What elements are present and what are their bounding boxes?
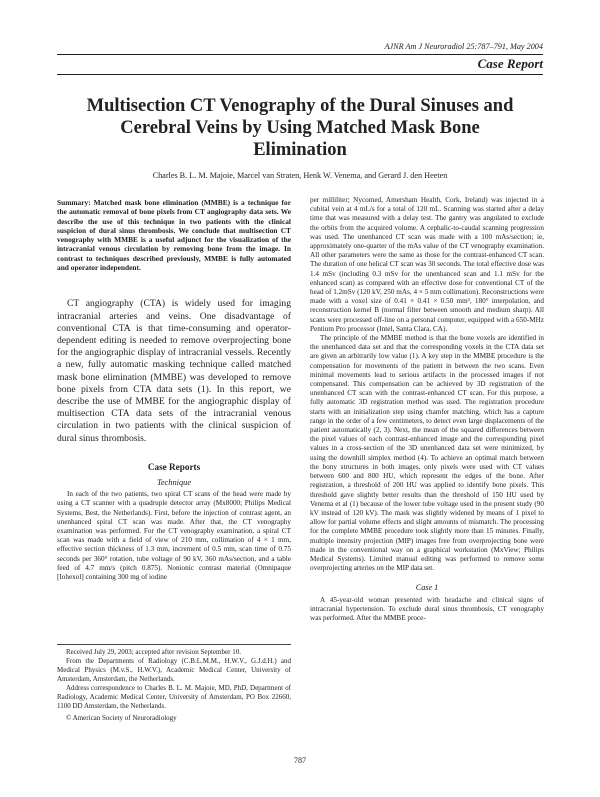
technique-continued-paragraph: per milliliter; Nycomed, Amersham Health, Cork, Ireland) was injected in a cubital vein at 4 mL/s for a total of 120 mL. Scanning was started after a delay time that was measured with a delay test. The gantry was angulated to exclude the orbits from the acquired volume. A cephalic-to-caudal scanning progression was used. The unenhanced CT scan was made with a 100 mAs/section; ie, approximately one-quarter of the mAs value of the CT venography examination. All other parameters were the same as those for the contrast-enhanced CT scan. The duration of one helical CT scan was 30 seconds. The total effective dose was 1.4 mSv (including 0.3 mSv for the unenhanced scan and 1.1 mSv for the enhanced scan) as compared with an effective dose for conventional CT of the head of 1.2mSv (120 kV, 250 mAs, 4 × 5 mm collimation). Reconstructions were made with a voxel size of 0.41 × 0.41 × 0.50 mm³, 180° interpolation, and reconstruction kernel B (normal filter between smooth and medium sharp). All scans were processed off-line on a personal computer, equipped with a 650-MHz Pentium Pro processor (Intel, Santa Clara, CA). bbox=[310, 196, 544, 333]
technique-heading: Technique bbox=[156, 478, 192, 488]
left-column bbox=[57, 198, 291, 582]
journal-reference: AJNR Am J Neuroradiol 25:787–791, May 2004 bbox=[384, 42, 543, 51]
case-reports-heading: Case Reports bbox=[147, 461, 201, 472]
footnote-received: Received July 29, 2003; accepted after revision September 10. bbox=[66, 648, 241, 656]
article-title: Multisection CT Venography of the Dural Sinuses and Cerebral Veins by Using Matched Mask Bone Elimination bbox=[86, 96, 514, 160]
intro-paragraph: CT angiography (CTA) is widely used for imaging intracranial arteries and veins. One disadvantage of conventional CTA is that time-consuming and operator-dependent editing is needed to remove overprojecting bone for the angiographic display of intracranial vessels. Recently a new, fully automatic masking technique called matched mask bone elimination (MMBE) was developed to remove bone pixels from CTA data sets (1). In this report, we describe the use of MMBE for the angiographic display of multisection CTA data sets of the intracranial venous circulation in two patients with the clinical suspicion of dural sinus thrombosis. bbox=[57, 298, 291, 444]
header-rule bbox=[57, 54, 543, 55]
footnote-copyright: © American Society of Neuroradiology bbox=[66, 714, 177, 722]
case-1-heading: Case 1 bbox=[415, 583, 439, 593]
technique-paragraph: In each of the two patients, two spiral CT scans of the head were made by using a CT scanner with a quadruple detector array (Mx8000; Philips Medical Systems, Best, the Netherlands). First, before the injection of contrast agent, an unenhanced spiral CT scan was made. After that, the CT venography examination was performed. For the CT venography examination, a spiral CT scan was made with a field of view of 210 mm, collimation of 4 × 1 mm, effective section thickness of 1.3 mm, increment of 0.5 mm, scan time of 0.75 seconds per 360° rotation, tube voltage of 90 kV, 360 mAs/section, and a table feed of 4.7 mm/s (pitch 0.875). Nonionic contrast material (Omnipaque [Iohexol] containing 300 mg of iodine bbox=[57, 490, 291, 582]
footnote-correspondence: Address correspondence to Charles B. L. M. Majoie, MD, PhD, Department of Radiology, Academic Medical Center, University of Amsterdam, PO Box 22660, 1100 DD Amsterdam, the Netherlands. bbox=[57, 684, 291, 710]
footnote-affiliation: From the Departments of Radiology (C.B.L.M.M., H.W.V., G.J.d.H.) and Medical Physics (M.v.S., H.W.V.), Academic Medical Center, University of Amsterdam, Amsterdam, the Netherlands. bbox=[57, 657, 291, 683]
page-number: 787 bbox=[293, 756, 307, 765]
author-list: Charles B. L. M. Majoie, Marcel van Straten, Henk W. Venema, and Gerard J. den Heeten bbox=[152, 171, 448, 180]
section-label: Case Report bbox=[477, 56, 543, 71]
summary-paragraph: Summary: Matched mask bone elimination (MMBE) is a technique for the automatic removal of bone pixels from CT angiography data sets. We describe the use of this technique in two patients with the clinical suspicion of dural sinus thrombosis. We conclude that multisection CT venography with MMBE is a useful adjunct for the visualization of the intracranial venous circulation by removing bone from the image. In contrast to techniques described previously, MMBE is fully automated and operator independent. bbox=[57, 198, 291, 273]
footnotes bbox=[57, 644, 291, 723]
section-rule bbox=[57, 74, 543, 75]
right-column bbox=[310, 196, 544, 623]
mmbe-principle-paragraph: The principle of the MMBE method is that the bone voxels are identified in the unenhanced data set and that the corresponding voxels in the CTA data set are given an arbitrarily low value (1). A key step in the MMBE procedure is the compensation for movements of the patient in between the two scans. Even minimal movements lead to serious artifacts in the processed images if not compensated. This compensation can be achieved by 3D registration of the unenhanced CT scan with the contrast-enhanced CT scan. For this purpose, a fully automatic 3D registration method was used. The registration procedure starts with an initialization step using chamfer matching, which has a capture range in the order of a few centimeters, to detect even large displacements of the patient automatically (2, 3). Next, the mean of the squared differences between the pixel values of each contrast-enhanced image and the corresponding pixel values in a cross-section of the 3D unenhanced data set were minimized, by using the downhill simplex method (4). To achieve an optimal match between the bony structures in both images, only pixels were used with CT values between 600 and 800 HU, which represent the edges of the bone. After registration, a threshold of 200 HU was applied to identify bone pixels. This threshold gave slightly better results than the threshold of 150 HU used by Venema et al (1) because of the lower tube voltage used in the present study (90 kV instead of 120 kV). The mask was slightly widened by means of 1 pixel to allow for partial volume effects and slight amounts of mismatch. The processing for the complete MMBE procedure took slightly more than 15 minutes. Finally, multiple intensity projection (MIP) images free from overprojecting bone were made in the conventional way on a graphical workstation (MxView; Philips Medical Systems). Limited manual editing was performed to remove some overprojecting arteries on the MIP data set. bbox=[310, 334, 544, 573]
case-1-paragraph: A 45-year-old woman presented with headache and clinical signs of intracranial hypertension. To exclude dural sinus thrombosis, CT venography was performed. After the MMBE proce- bbox=[310, 595, 544, 622]
